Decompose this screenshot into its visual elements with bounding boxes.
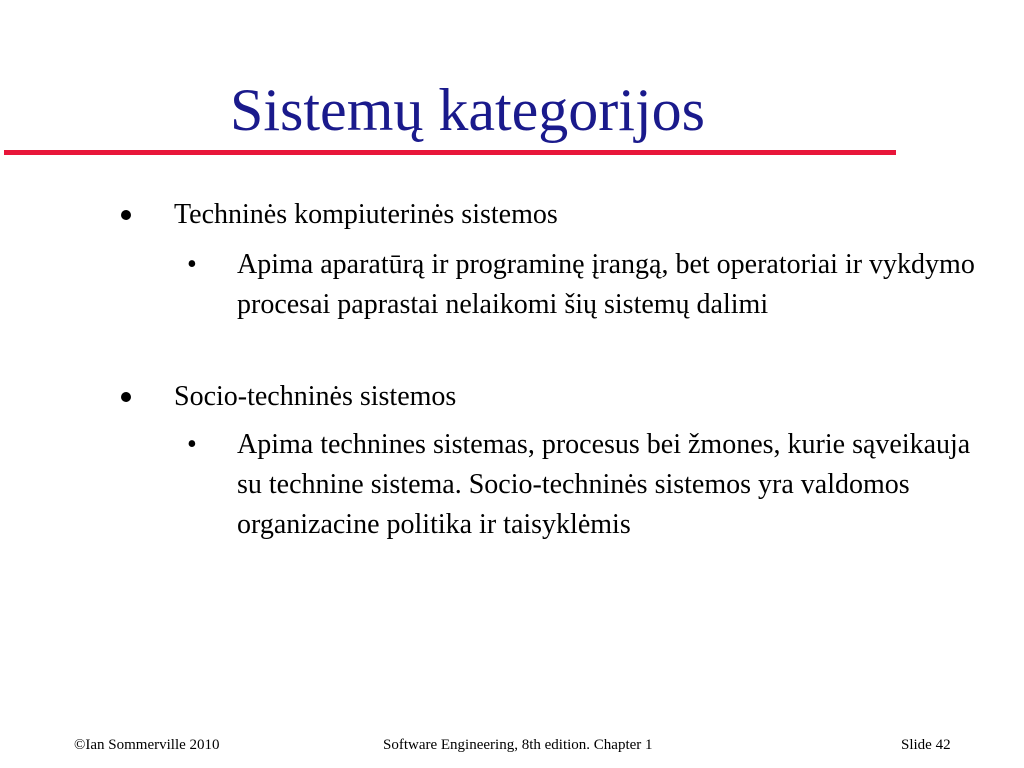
slide-title: Sistemų kategorijos <box>230 77 705 143</box>
footer-copyright: ©Ian Sommerville 2010 <box>74 737 220 753</box>
bullet-dot-icon <box>121 392 131 402</box>
footer-book-title: Software Engineering, 8th edition. Chapter 1 <box>383 737 653 753</box>
list-item-level2: Apima aparatūrą ir programinę įrangą, bet operatoriai ir vykdymo procesai paprastai nelaikomi šių sistemų dalimi <box>237 249 975 320</box>
bullet-icon: • <box>187 249 197 280</box>
list-item-level1: Socio-techninės sistemos <box>174 381 457 412</box>
list-item-level2: Apima technines sistemas, procesus bei žmones, kurie sąveikauja su technine sistema. Socio-techninės sistemos yra valdomos organizacine politika ir taisyklėmis <box>237 429 971 540</box>
footer-slide-number: Slide 42 <box>901 737 951 753</box>
list-item-level1: Techninės kompiuterinės sistemos <box>174 199 558 230</box>
bullet-dot-icon <box>121 210 131 220</box>
bullet-icon: • <box>187 429 197 460</box>
